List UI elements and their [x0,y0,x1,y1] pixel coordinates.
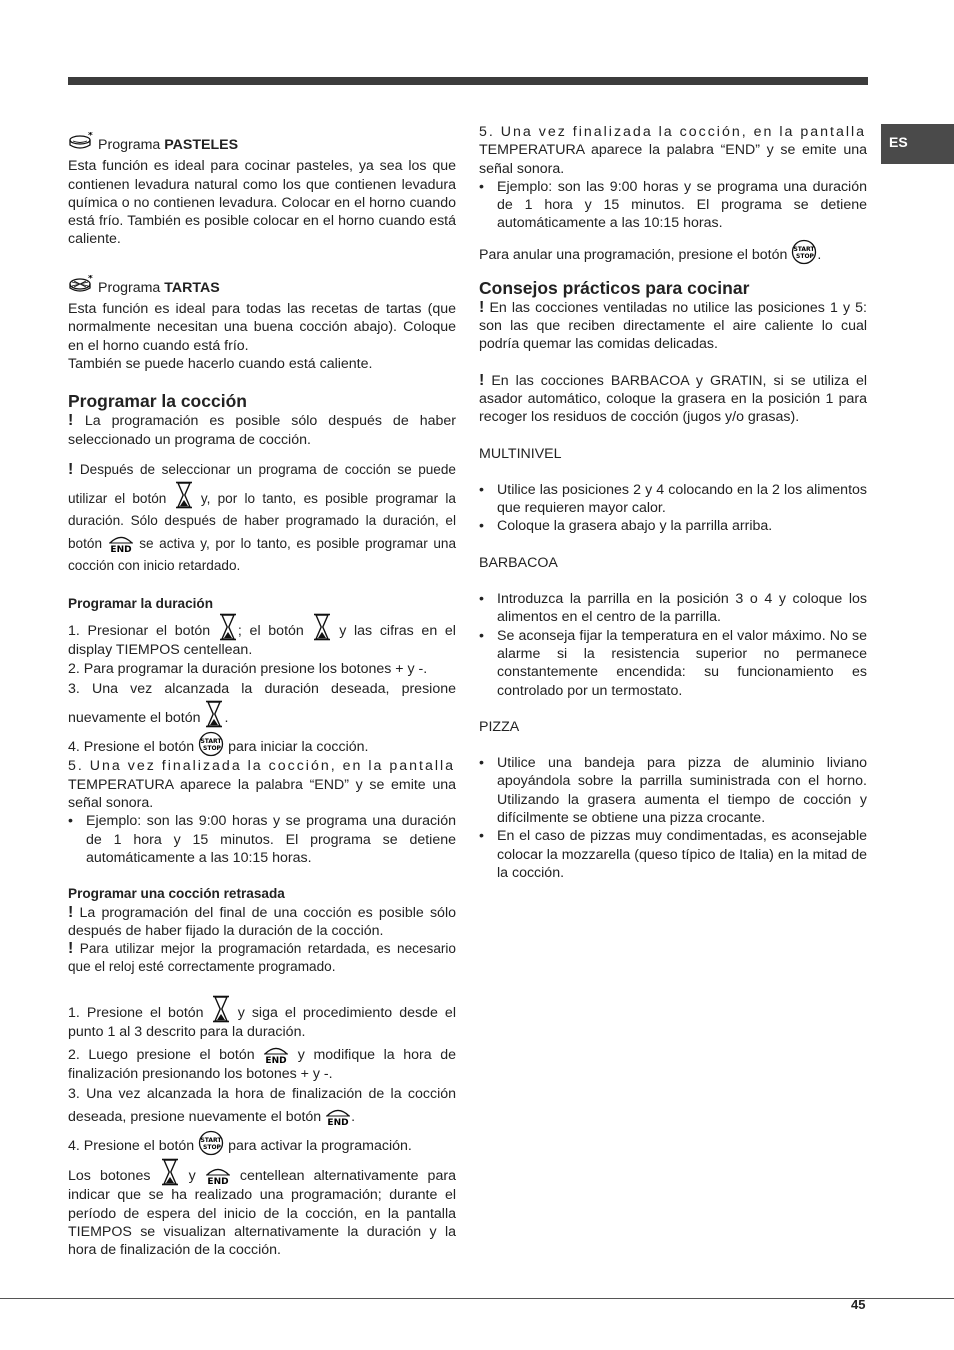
left-column [68,132,456,1260]
svg-text:*: * [88,132,93,141]
retrasada-step-2: 2. Luego presione el botón END y modifique la hora de finalización presionando los botones + y -. [68,1043,456,1083]
programar-note-1: ! La programación es posible sólo después de haber seleccionado un programa de cocción. [68,412,456,448]
hourglass-icon [312,613,332,641]
duracion-step-5b: TEMPERATURA aparece la palabra “END” y se emite una señal sonora. [68,776,456,812]
pasteles-prefix: Programa [98,137,161,153]
hourglass-icon [160,1158,180,1186]
hourglass-icon [174,481,194,509]
pizza-bullet-1: • Utilice una bandeja para pizza de aluminio liviano apoyándola sobre la parrilla suministrada con el horno. Utilizando la grasera aumenta el tiempo de cocción y difícilmente se obtiene una pizza crocante. [479,754,867,827]
consejos-note-2: ! En las cocciones BARBACOA y GRATIN, si se utiliza el asador automático, coloque la grasera en la posición 1 para recoger los residuos de cocción (jugos y/o grasas). [479,371,867,426]
multinivel-bullet-1: • Utilice las posiciones 2 y 4 colocando en la 2 los alimentos que requieren mayor calor. [479,481,867,518]
svg-text:START: START [200,738,222,746]
programar-note-2: ! Después de seleccionar un programa de cocción se puede utilizar el botón y, por lo tanto, es posible programar la duración. Sólo después de haber programado la duración, el botón END se activa y, por lo tanto, es posible programar una cocción con inicio retardado. [68,460,457,573]
hourglass-icon [218,613,238,641]
right-step-5b: TEMPERATURA aparece la palabra “END” y se emite una señal sonora. [479,142,867,177]
duracion-step-3: 3. Una vez alcanzada la duración deseada, presione nuevamente el botón . [68,681,456,727]
cake-icon [68,132,94,157]
start-stop-button-icon [791,239,817,265]
svg-text:*: * [88,274,93,284]
page-number: 45 [851,1297,866,1312]
duracion-example: • Ejemplo: son las 9:00 horas y se programa una duración de 1 hora y 15 minutos. El programa se detiene automáticamente a las 10:15 horas. [68,812,456,867]
top-rule [68,77,868,85]
start-stop-button-icon [198,731,224,757]
svg-text:END: END [110,544,132,554]
retrasada-title: Programar una cocción retrasada [68,886,285,902]
svg-text:START: START [200,1137,222,1145]
anular-text: Para anular una programación, presione el botón START STOP . [479,239,867,265]
start-stop-button-icon [198,1130,224,1156]
duracion-step-1: 1. Presionar el botón ; el botón y las cifras en el display TIEMPOS centellean. [68,613,456,660]
consejos-title: Consejos prácticos para cocinar [479,277,750,298]
end-button-icon [263,1043,289,1065]
barbacoa-title: BARBACOA [479,554,558,571]
svg-text:STOP: STOP [203,745,222,753]
retrasada-step-3: 3. Una vez alcanzada la hora de finalización de la cocción deseada, presione nuevamente el botón END . [68,1086,456,1128]
barbacoa-bullet-1: • Introduzca la parrilla en la posición 3 o 4 y coloque los alimentos en el centro de la parrilla. [479,590,867,627]
pie-icon [68,275,94,300]
consejos-note-1: ! En las cocciones ventiladas no utilice las posiciones 1 y 5: son las que reciben directamente el aire caliente lo cual podría quemar las comidas delicadas. [479,298,867,353]
right-example: • Ejemplo: son las 9:00 horas y se programa una duración de 1 hora y 15 minutos. El programa se detiene automáticamente a las 10:15 horas. [479,178,867,233]
pizza-title: PIZZA [479,718,520,735]
pasteles-heading [68,132,456,157]
end-button-icon [325,1105,351,1127]
svg-text:START: START [793,245,815,253]
right-column [479,123,867,882]
multinivel-title: MULTINIVEL [479,445,562,462]
svg-text:END: END [327,1118,349,1128]
retrasada-final: Los botones y END centellean alternativamente para indicar que se ha realizado una programación; durante el período de espera del inicio de la cocción, en la pantalla TIEMPOS se visualizan alternativamente la duración y la hora de finalización de la cocción. [68,1158,456,1259]
right-step-5: 5. Una vez finalizada la cocción, en la pantalla [479,124,867,140]
hourglass-icon [204,700,224,728]
duracion-step-4: 4. Presione el botón START STOP para iniciar la cocción. [68,731,456,757]
hourglass-icon [211,995,231,1023]
multinivel-bullet-2: • Coloque la grasera abajo y la parrilla arriba. [479,517,867,535]
retrasada-note-2: ! Para utilizar mejor la programación retardada, es necesario que el reloj esté correctamente programado. [68,940,456,975]
duracion-title: Programar la duración [68,595,214,611]
retrasada-note-1: ! La programación del final de una cocción es posible sólo después de haber fijado la duración de la cocción. [68,903,456,939]
pizza-bullet-2: • En el caso de pizzas muy condimentadas, es aconsejable colocar la mozzarella (queso típico de Italia) en la mitad de la cocción. [479,827,867,882]
retrasada-step-4: 4. Presione el botón START STOP para activar la programación. [68,1130,456,1156]
retrasada-step-1: 1. Presione el botón y siga el procedimiento desde el punto 1 al 3 descrito para la duración. [68,995,456,1041]
tartas-text-2: También se puede hacerlo cuando está caliente. [68,355,373,372]
footer-rule [0,1298,954,1299]
language-tab: ES [881,124,954,164]
svg-text:END: END [265,1056,287,1066]
duracion-step-2: 2. Para programar la duración presione los botones + y -. [68,661,428,678]
programar-title: Programar la cocción [68,391,247,412]
duracion-step-5: 5. Una vez finalizada la cocción, en la pantalla [68,758,456,775]
svg-text:STOP: STOP [796,252,815,260]
end-button-icon [205,1164,231,1186]
svg-text:STOP: STOP [203,1144,222,1152]
end-button-icon [108,532,134,554]
tartas-text: Esta función es ideal para todas las recetas de tartas (que normalmente necesitan una buena cocción abajo). Coloque en el horno cuando está frío. [68,301,456,354]
tartas-name: TARTAS [164,279,220,296]
barbacoa-bullet-2: • Se aconseja fijar la temperatura en el valor máximo. No se alarme si la resistencia superior no permanece constantemente encendida: su funcionamiento es controlado por un termostato. [479,627,867,700]
pasteles-text: Esta función es ideal para cocinar pasteles, ya sea los que contienen levadura natural como los que contienen levadura química o no contienen levadura. Colocar en el horno cuando está frío. También es posible colocar en el horno cuando está caliente. [68,158,456,248]
tartas-prefix: Programa [98,279,161,296]
svg-text:END: END [207,1177,229,1187]
tartas-heading [68,275,456,300]
pasteles-name: PASTELES [164,137,239,153]
